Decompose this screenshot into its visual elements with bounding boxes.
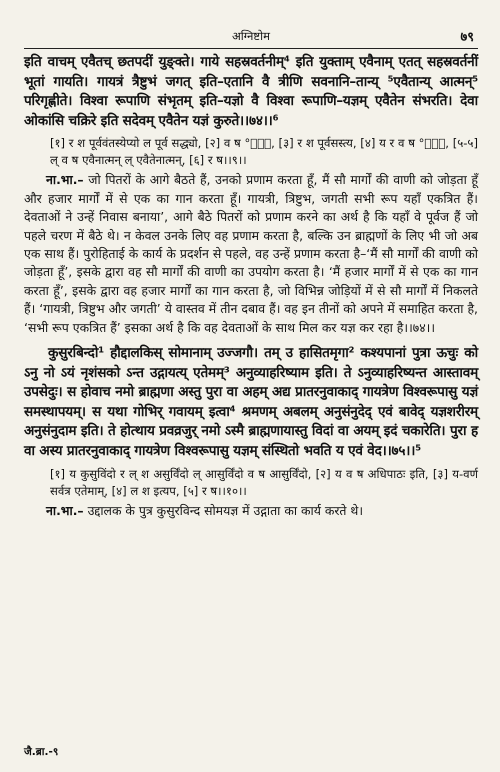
sanskrit-passage-75	[24, 344, 478, 462]
footnote-75: [१] य कुसुविंदो र ल् श असुर्विंदो ल् आसुर्विंदो व ष आसुर्विंदो, [२] य व ष अधिपाठः इति, [३] य-वर्ण सर्वत्र एतेमाम्, [४] ल श इत्यप, [५] र ष।।१०।।	[50, 466, 478, 498]
translation-75	[24, 502, 478, 520]
sanskrit-passage-74	[24, 53, 478, 131]
page-number: ७९	[460, 30, 474, 45]
sanskrit-text: इति वाचम् एवैतच् छतपदीं युङ्क्ते। गाये सहस्रवर्तनीम्⁴ इति युक्ताम् एवैनाम् एतत् सहस्रवर्तनीं भूतां गायति। गायत्रं त्रैष्टुभं जगत् इति–एतानि वै त्रीणि सवनानि–तान्य् ⁵एवैतान्य् आत्मन्⁵ परिगृह्णीते। विश्वा रूपाणि संभृतम् इति–यज्ञो वै विश्वा रूपाणि–यज्ञम् एवैतेन संभरति। देवा ओकांसि चक्रिरे इति सदेवम् एवैतेन यज्ञं कुरुते।।७४।।⁶	[24, 54, 478, 129]
translation-label: ना.भा.–	[46, 502, 84, 518]
translation-text: जो पितरों के आगे बैठते हैं, उनको प्रणाम करता हूँ, मैं सौ मार्गों की वाणी को जोड़ता हूँ और हजार मार्गों में से एक का गान करता हूँ। गायत्री, त्रिष्टुभ, जगती सभी रूप यहाँ एकत्रित हैं। देवताओं ने उन्हें निवास बनाया’, आगे बैठे पितरों को प्रणाम करने का अर्थ है कि यहाँ वे पूर्वज हैं जो पहले चरण में बैठे थे। न केवल उनके लिए वह प्रणाम करता है, बल्कि उन ब्राह्मणों के लिए भी जो अब एक साथ हैं। पुरोहिताई के कार्य के प्रदर्शन से पहले, वह उन्हें प्रणाम करता है–‘मैं सौ मार्गों की वाणी को जोड़ता हूँ’, इसके द्वारा वह सौ मार्गों की वाणी का उपयोग करता है। ‘मैं हजार मार्गों में से एक का गान करता हूँ’, इसके द्वारा वह हजार मार्गों का गान करता है, जो विभिन्न जोड़ियों में से सौ मार्गों में निकलते हैं। ‘गायत्री, त्रिष्टुभ और जगती’ ये वास्तव में तीन दबाव हैं। वह इन तीनों को अपने में समाहित करता है, ‘सभी रूप एकत्रित हैं’ इसका अर्थ है कि वह देवताओं के साथ मिल कर यज्ञ कर रहा है।।७४।।	[24, 172, 478, 335]
page-header-title: अग्निष्टोम	[232, 29, 270, 43]
footer-signature: जै.ब्रा.-९	[24, 746, 59, 758]
translation-text: उद्दालक के पुत्र कुसुरविन्द सोमयज्ञ में उद्गाता का कार्य करते थे।	[83, 502, 364, 518]
running-header	[24, 28, 478, 49]
translation-74	[24, 171, 478, 337]
translation-label: ना.भा.–	[46, 172, 84, 188]
footnote-74: [१] र श पूर्ववंतस्येप्यो ल पूर्व सद्ध्यो, [२] व ष °नि᳕, [३] र श पूर्वसस्त्य, [४] य र व ष °नि᳕, [५-५] ल् व ष एवैनात्मन् ल् एवैतेनात्मन्, [६] र ष।।९।।	[50, 136, 478, 168]
sanskrit-text: कुसुरबिन्दो¹ हौद्दालकिस् सोमानाम् उज्जगौ। तम् उ हासितमृगा² कश्यपानां पुत्रा ऊचुः को ऽनु नो ऽयं नृशंसको ऽन्त उद्गायत्य् एतेमम्³ अनुव्याहरिष्याम इति। ते ऽनुव्याहरिष्यन्त आस्तावम् उपसेदुः। स होवाच नमो ब्राह्मणा अस्तु पुरा वा अहम् अद्य प्रातरनुवाकाद् गायत्रेण विश्वरूपासु यज्ञं समस्थापयम्। स यथा गोभिर् गवायम् इत्वा⁴ श्रमणम् अबलम् अनुसंनुदेद् एवं बावेद् यज्ञशरीरम् अनुसंनुदाम इति। ते होत्थाय प्रवव्रजुर् नमो ऽस्मै ब्राह्मणायास्तु विदां वा अयम् इदं चकारेति। पुरा ह वा अस्य प्रातरनुवाकाद् गायत्रेण विश्वरूपासु यज्ञम् संस्थितो भवति य एवं वेद।।७५।।⁵	[24, 345, 478, 459]
